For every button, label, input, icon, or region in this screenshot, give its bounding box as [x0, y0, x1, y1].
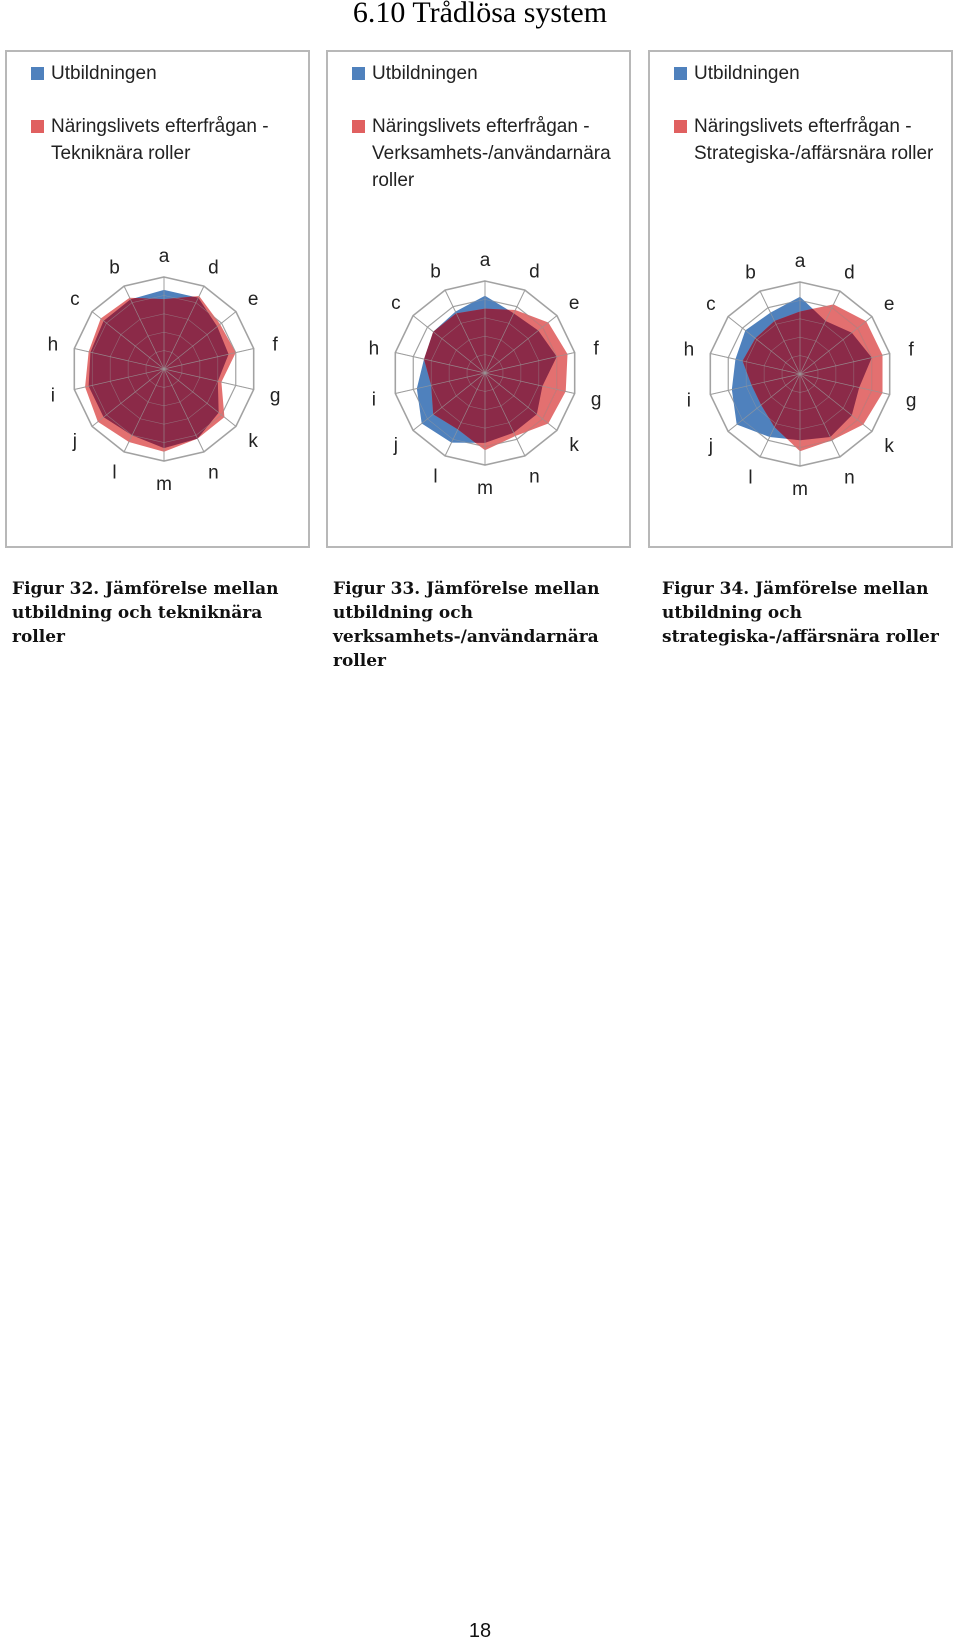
axis-label-m: m — [477, 478, 493, 499]
axis-label-k: k — [569, 435, 579, 457]
axis-label-a: a — [479, 250, 491, 271]
axis-label-i: i — [50, 385, 55, 407]
chart-panel-2 — [326, 50, 631, 548]
axis-label-e: e — [568, 292, 580, 314]
axis-label-g: g — [590, 389, 602, 411]
axis-label-f: f — [908, 339, 914, 361]
legend-label: Utbildningen — [694, 63, 800, 84]
radar-chart-3 — [650, 52, 955, 550]
axis-label-m: m — [156, 474, 172, 495]
axis-label-j: j — [72, 431, 77, 453]
legend-label: Näringslivets efterfrågan - Strategiska-/affärsnära roller — [694, 116, 934, 164]
legend-label: Utbildningen — [372, 63, 478, 84]
axis-label-f: f — [593, 338, 599, 360]
axis-label-k: k — [248, 431, 258, 453]
figure-caption-34: Figur 34. Jämförelse mellan utbildning och strategiska-/affärsnära roller — [662, 579, 939, 647]
axis-label-j: j — [708, 436, 713, 458]
axis-label-m: m — [792, 479, 808, 500]
axis-label-l: l — [433, 466, 438, 488]
axis-label-l: l — [748, 467, 753, 489]
axis-label-c: c — [706, 293, 716, 315]
axis-label-d: d — [208, 257, 219, 279]
radar-chart-2 — [328, 52, 633, 550]
axis-label-l: l — [112, 462, 117, 484]
legend-label: Näringslivets efterfrågan - Tekniknära roller — [51, 116, 269, 164]
axis-label-b: b — [430, 261, 441, 283]
axis-label-a: a — [794, 251, 806, 272]
axis-label-b: b — [745, 262, 756, 284]
axis-label-c: c — [70, 288, 80, 310]
axis-label-n: n — [844, 467, 855, 489]
axis-label-g: g — [905, 390, 917, 412]
page-title: 6.10 Trådlösa system — [352, 0, 608, 29]
chart-panel-3 — [648, 50, 953, 548]
axis-label-e: e — [883, 293, 895, 315]
axis-label-h: h — [683, 339, 695, 361]
axis-label-n: n — [208, 462, 219, 484]
figure-caption-32: Figur 32. Jämförelse mellan utbildning och tekniknära roller — [12, 579, 279, 647]
axis-label-h: h — [47, 334, 59, 356]
axis-label-h: h — [368, 338, 380, 360]
axis-label-i: i — [371, 389, 376, 411]
axis-label-n: n — [529, 466, 540, 488]
axis-label-c: c — [391, 292, 401, 314]
axis-label-e: e — [247, 288, 259, 310]
page-number: 18 — [468, 1620, 492, 1642]
legend-label: Utbildningen — [51, 63, 157, 84]
axis-label-b: b — [109, 257, 120, 279]
figure-caption-33: Figur 33. Jämförelse mellan utbildning och verksamhets-/användarnära roller — [333, 579, 600, 671]
axis-label-k: k — [884, 436, 894, 458]
chart-panel-1 — [5, 50, 310, 548]
axis-label-j: j — [393, 435, 398, 457]
axis-label-d: d — [844, 262, 855, 284]
axis-label-g: g — [269, 385, 281, 407]
legend-label: Näringslivets efterfrågan - Verksamhets-/användarnära roller — [372, 116, 611, 191]
axis-label-i: i — [686, 390, 691, 412]
axis-label-d: d — [529, 261, 540, 283]
axis-label-a: a — [158, 246, 170, 267]
radar-chart-1 — [7, 52, 312, 550]
axis-label-f: f — [272, 334, 278, 356]
